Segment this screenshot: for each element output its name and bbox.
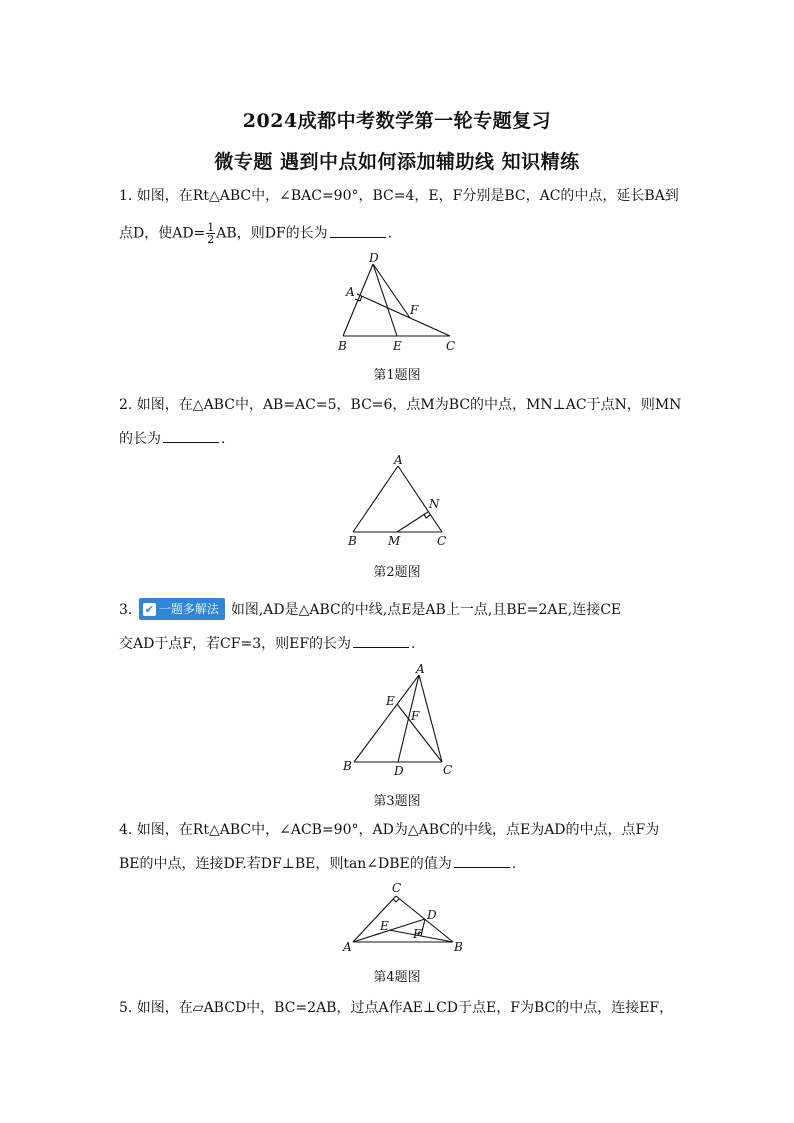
q3-line-1 [119, 598, 621, 620]
document-title: 2024成都中考数学第一轮专题复习 [242, 110, 552, 132]
q1-line-de [373, 264, 397, 336]
multi-solution-badge [139, 598, 225, 620]
q3-label-f: F [411, 709, 420, 723]
q3-label-a: A [416, 662, 425, 676]
q2-label-n: N [429, 497, 440, 511]
q2-right-angle-mark [424, 514, 430, 518]
q4-label-e: E [380, 919, 389, 933]
q1-answer-blank[interactable] [330, 223, 386, 238]
q2-line-ab [353, 466, 398, 532]
q3-caption: 第3题图 [373, 794, 421, 809]
q4-line-2 [119, 853, 516, 874]
q1-line-2-mid: AB，则DF的长为 [216, 225, 328, 242]
q4-caption: 第4题图 [373, 970, 421, 985]
q4-answer-blank[interactable] [454, 853, 510, 868]
q2-answer-blank[interactable] [163, 428, 219, 443]
q3-line-2-start: 交AD于点F，若CF=3，则EF的长为 [119, 636, 352, 652]
q1-line-1: 1. 如图，在Rt△ABC中，∠BAC=90°，BC=4，E，F分别是BC，AC的中点，延长BA到 [119, 188, 679, 204]
q2-label-m: M [388, 534, 401, 548]
q4-label-b: B [454, 940, 463, 954]
q4-line-df [421, 919, 425, 936]
q2-line-2 [119, 428, 225, 449]
q1-line-2 [119, 222, 392, 245]
q3-line-ab [354, 675, 419, 762]
q2-label-b: B [348, 534, 357, 548]
q4-right-angle-mark-c [393, 899, 399, 902]
q3-line-1-text: 如图,AD是△ABC的中线,点E是AB上一点,且BE=2AE,连接CE [230, 602, 622, 618]
q4-line-1: 4. 如图，在Rt△ABC中，∠ACB=90°，AD为△ABC的中线，点E为AD的中点，点F为 [119, 822, 660, 838]
document-subtitle: 微专题 遇到中点如何添加辅助线 知识精练 [214, 151, 580, 173]
q4-figure [338, 878, 468, 958]
q1-label-c: C [446, 339, 456, 353]
q2-caption: 第2题图 [373, 565, 421, 580]
q2-label-a: A [394, 453, 403, 467]
q2-line-2-end: . [221, 431, 226, 447]
multi-solution-badge-label: 一题多解法 [158, 602, 219, 616]
check-icon: ✔ [144, 603, 154, 616]
q1-label-d: D [369, 252, 379, 265]
q4-label-f: F [413, 927, 422, 941]
q2-label-c: C [437, 534, 447, 548]
q3-line-ec [397, 704, 442, 762]
q3-line-2-end: . [411, 636, 416, 652]
q1-fraction [206, 222, 215, 245]
q1-label-f: F [410, 303, 419, 317]
q1-label-b: B [338, 339, 347, 353]
q3-line-2 [119, 633, 416, 654]
q5-line-1: 5. 如图，在▱ABCD中，BC=2AB，过点A作AE⊥CD于点E，F为BC的中点，连接EF， [119, 1000, 674, 1016]
q2-line-mn [397, 512, 428, 532]
q3-figure [338, 660, 463, 782]
q3-label-e: E [386, 694, 395, 708]
q2-line-1: 2. 如图，在△ABC中，AB=AC=5，BC=6，点M为BC的中点，MN⊥AC于点N，则MN [119, 397, 682, 413]
q2-line-2-start: 的长为 [119, 431, 161, 447]
q3-line-ac [419, 675, 442, 762]
q3-label-d: D [394, 764, 404, 778]
q4-line-2-start: BE的中点，连接DF.若DF⊥BE，则tan∠DBE的值为 [119, 856, 452, 872]
q1-fraction-denominator: 2 [207, 233, 215, 246]
q4-label-d: D [427, 908, 437, 922]
q1-fraction-numerator: 1 [207, 221, 215, 234]
q1-figure [330, 252, 465, 354]
q4-label-c: C [392, 881, 402, 895]
q1-line-2-start: 点D，使AD= [119, 225, 206, 242]
q3-answer-blank[interactable] [353, 633, 409, 648]
q3-number: 3. [119, 602, 133, 618]
q4-label-a: A [343, 940, 352, 954]
q3-label-c: C [443, 763, 453, 777]
q2-figure [340, 452, 455, 550]
q1-line-2-end: . [387, 225, 393, 242]
q4-line-2-end: . [511, 856, 517, 872]
q1-label-a: A [346, 285, 355, 299]
q3-label-b: B [343, 759, 352, 773]
q1-label-e: E [393, 339, 402, 353]
q1-caption: 第1题图 [373, 368, 421, 383]
q1-line-ac [357, 294, 450, 336]
